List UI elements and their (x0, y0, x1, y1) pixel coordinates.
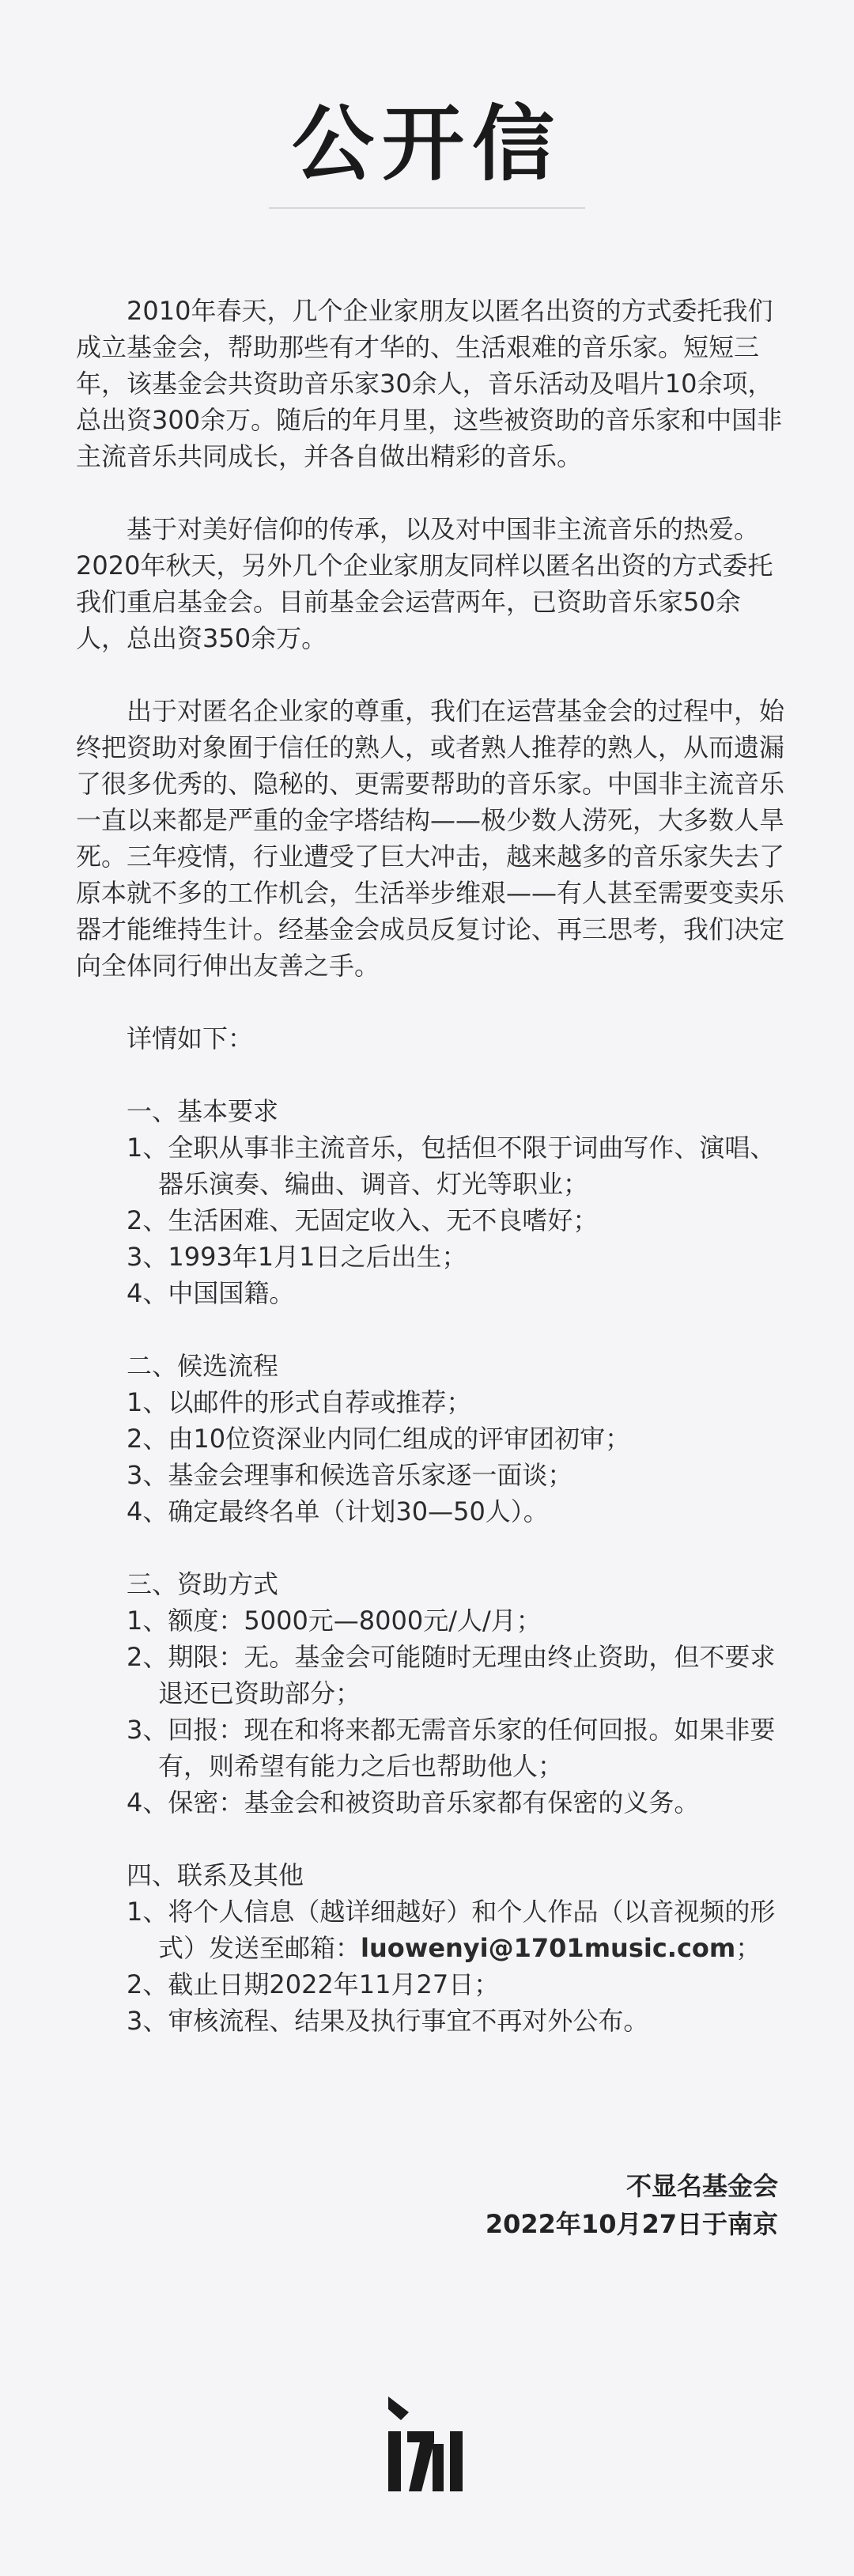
list-item: 2、由10位资深业内同仁组成的评审团初审； (127, 1424, 631, 1454)
contact-text-end: ； (735, 1933, 761, 1963)
contact-text: 1、将个人信息（越详细越好）和个人作品（以音视频的形式）发送至邮箱： (127, 1897, 776, 1963)
list-item: 1、额度：5000元—8000元/人/月； (127, 1606, 542, 1636)
letter-body (76, 293, 788, 2039)
title-divider (269, 207, 585, 209)
list-item: 1、全职从事非主流音乐，包括但不限于词曲写作、演唱、器乐演奏、编曲、调音、灯光等职业； (127, 1133, 776, 1199)
list-item: 4、保密：基金会和被资助音乐家都有保密的义务。 (127, 1787, 700, 1818)
signature-block (486, 2167, 778, 2243)
paragraph-3: 出于对匿名企业家的尊重，我们在运营基金会的过程中，始终把资助对象囿于信任的熟人，或者熟人推荐的熟人，从而遗漏了很多优秀的、隐秘的、更需要帮助的音乐家。中国非主流音乐一直以来都是严重的金字塔结构——极少数人涝死，大多数人旱死。三年疫情，行业遭受了巨大冲击，越来越多的音乐家失去了原本就不多的工作机会，生活举步维艰——有人甚至需要变卖乐器才能维持生计。经基金会成员反复讨论、再三思考，我们决定向全体同行伸出友善之手。 (76, 696, 785, 981)
signature-date: 2022年10月27日于南京 (485, 2209, 778, 2239)
list-item: 3、回报：现在和将来都无需音乐家的任何回报。如果非要有，则希望有能力之后也帮助他人； (127, 1715, 776, 1781)
list-item: 4、中国国籍。 (127, 1278, 295, 1308)
contact-email-link[interactable]: luowenyi@1701music.com (361, 1933, 736, 1963)
paragraph-2: 基于对美好信仰的传承，以及对中国非主流音乐的热爱。2020年秋天，另外几个企业家朋友同样以匿名出资的方式委托我们重启基金会。目前基金会运营两年，已资助音乐家50余人，总出资350余万。 (76, 514, 773, 653)
signature-org: 不显名基金会 (625, 2171, 778, 2201)
list-item: 2、期限：无。基金会可能随时无理由终止资助，但不要求退还已资助部分； (127, 1642, 776, 1708)
list-item-contact (76, 1893, 788, 1966)
1701-logo-icon (385, 2396, 469, 2491)
section-title-requirements: 一、基本要求 (127, 1096, 279, 1126)
list-item: 3、审核流程、结果及执行事宜不再对外公布。 (127, 2006, 649, 2036)
list-item: 3、1993年1月1日之后出生； (127, 1242, 467, 1272)
list-item: 1、以邮件的形式自荐或推荐； (127, 1387, 472, 1417)
paragraph-1: 2010年春天，几个企业家朋友以匿名出资的方式委托我们成立基金会，帮助那些有才华的、生活艰难的音乐家。短短三年，该基金会共资助音乐家30余人，音乐活动及唱片10余项，总出资300余万。随后的年月里，这些被资助的音乐家和中国非主流音乐共同成长，并各自做出精彩的音乐。 (76, 296, 783, 471)
list-item: 2、生活困难、无固定收入、无不良嗜好； (127, 1205, 599, 1235)
section-title-process: 二、候选流程 (127, 1351, 279, 1381)
list-item: 3、基金会理事和候选音乐家逐一面谈； (127, 1460, 573, 1490)
list-item: 2、截止日期2022年11月27日； (127, 1969, 500, 1999)
list-item: 4、确定最终名单（计划30—50人）。 (127, 1496, 549, 1526)
section-title-funding: 三、资助方式 (127, 1569, 279, 1599)
details-label: 详情如下： (127, 1023, 254, 1053)
letter-title: 公开信 (291, 96, 562, 192)
section-title-contact: 四、联系及其他 (127, 1860, 304, 1890)
